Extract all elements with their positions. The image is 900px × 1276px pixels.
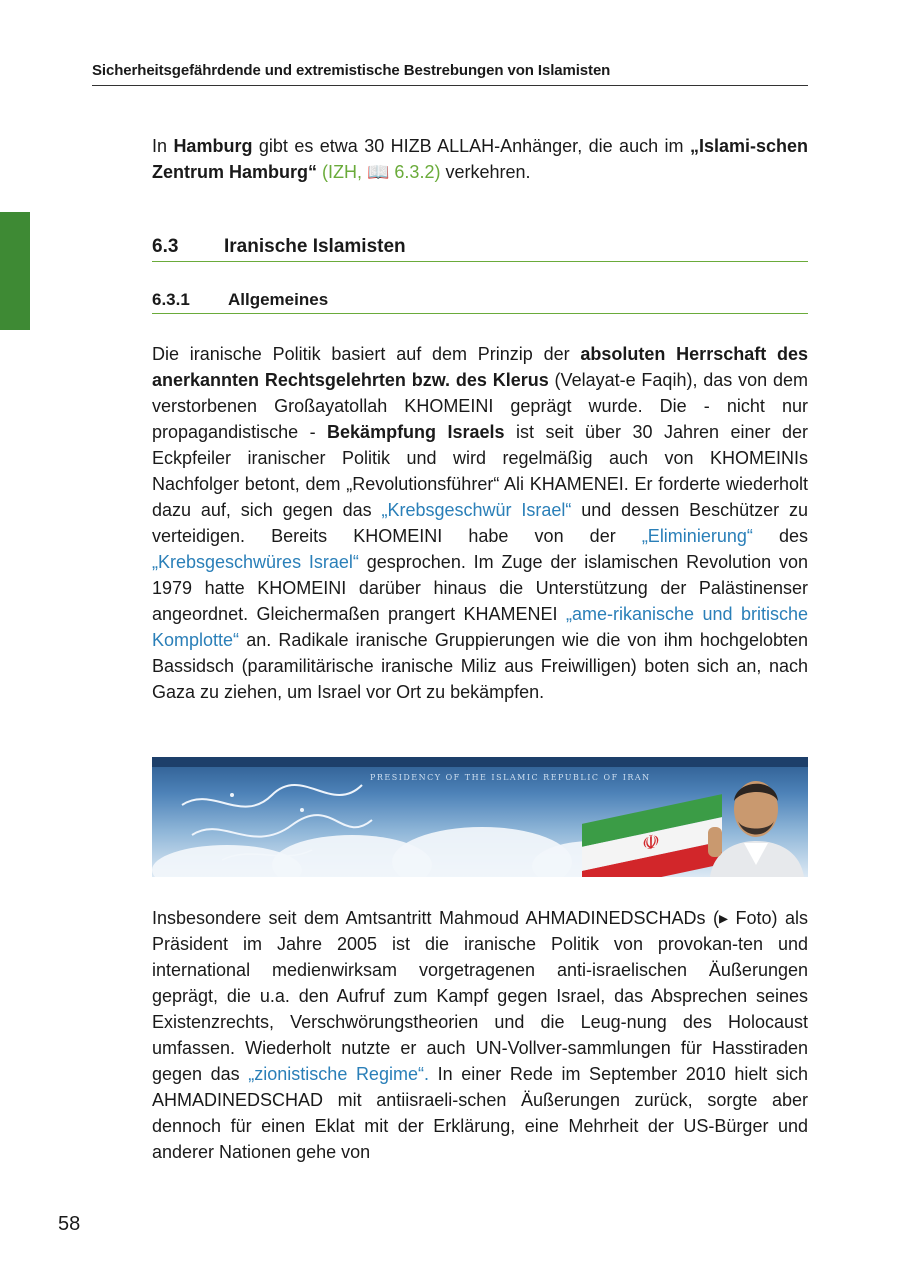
para1-text-7: an. Radikale iranische Gruppierungen wie die von ihm hochgelobten Bassidsch (paramilitärische iranische Miliz aus Freiwilligen) boten sich an, nach Gaza zu ziehen, um Israel vor Ort zu bekämpfen.	[152, 630, 808, 702]
para1-text-3: ist seit über 30 Jahren einer der Eckpfeiler iranischer Politik und wird regelmäßig auch von KHOMEINIs Nachfolger betont, dem „Revolutionsführer“ Ali KHAMENEI. Er forderte wiederholt dazu auf, sich gegen das	[152, 422, 808, 520]
president-portrait-icon	[700, 765, 808, 877]
para1-text-2: (Velayat-e Faqih), das von dem verstorbenen Großayatollah KHOMEINI geprägt wurde. Die - nicht nur propagandistische -	[152, 370, 808, 442]
para1-text-1: Die iranische Politik basiert auf dem Prinzip der	[152, 344, 581, 364]
para2-text-1: Insbesondere seit dem Amtsantritt Mahmoud AHMADINEDSCHADs (	[152, 908, 719, 928]
body-paragraph-1	[152, 341, 808, 705]
para1-text-5: des	[752, 526, 808, 546]
para1-quote-3: „Krebsgeschwüres Israel“	[152, 552, 359, 572]
intro-bold-izh: „Islami-schen Zentrum Hamburg“	[152, 136, 808, 182]
chapter-tab-marker	[0, 212, 30, 330]
para1-quote-2: „Eliminierung“	[641, 526, 753, 546]
intro-bold-hamburg: Hamburg	[173, 136, 253, 156]
intro-paragraph	[152, 133, 808, 185]
cross-reference-link[interactable]: (IZH, 📖 6.3.2)	[317, 162, 441, 182]
para2-text-3: In einer Rede im September 2010 hielt sich AHMADINEDSCHAD mit antiisraeli-schen Äußerungen zurück, sorgte aber dennoch für einen Eklat mit der Erklärung, eine Mehrheit der US-Bürger und anderer Nationen gehe von	[152, 1064, 809, 1162]
presidency-banner-image	[152, 757, 808, 877]
intro-text-3: verkehren.	[440, 162, 531, 182]
intro-text-2: gibt es etwa 30 HIZB ALLAH-Anhänger, die auch im	[252, 136, 690, 156]
intro-text-1: In	[152, 136, 174, 156]
section-title: Iranische Islamisten	[224, 236, 406, 257]
subsection-number: 6.3.1	[152, 290, 190, 309]
photo-reference: ▸ Foto	[719, 908, 772, 928]
para1-quote-1: „Krebsgeschwür Israel“	[381, 500, 572, 520]
para1-bold-1: absoluten Herrschaft des anerkannten Rechtsgelehrten bzw. des Klerus	[152, 344, 809, 390]
para1-text-4: und dessen Beschützer zu verteidigen. Bereits KHOMEINI habe von der	[152, 500, 808, 546]
section-heading	[152, 236, 808, 262]
para1-quote-4: „ame-rikanische und britische Komplotte“	[152, 604, 808, 650]
running-header: Sicherheitsgefährdende und extremistische Bestrebungen von Islamisten	[92, 62, 808, 86]
para1-bold-2: Bekämpfung Israels	[327, 422, 505, 442]
para2-text-2: ) als Präsident im Jahre 2005 ist die iranische Politik von provokan-ten und international medienwirksam vorgetragenen anti-israelischen Äußerungen geprägt, die u.a. den Aufruf zum Kampf gegen Israel, das Absprechen seines Existenzrechts, Verschwörungstheorien und die Leug-nung des Holocaust umfassen. Wiederholt nutzte er auch UN-Vollver-sammlungen für Hasstiraden gegen das	[152, 908, 809, 1084]
subsection-title: Allgemeines	[228, 290, 329, 309]
subsection-heading	[152, 290, 808, 314]
section-number: 6.3	[152, 236, 179, 257]
page-number: 58	[58, 1213, 81, 1235]
flag-emblem: ☫	[642, 828, 660, 857]
para2-quote-1: „zionistische Regime“.	[248, 1064, 429, 1084]
banner-tagline: PRESIDENCY OF THE ISLAMIC REPUBLIC OF IRAN	[370, 773, 651, 782]
body-paragraph-2	[152, 905, 808, 1165]
para1-text-6: gesprochen. Im Zuge der islamischen Revolution von 1979 hatte KHOMEINI darüber hinaus die Unterstützung der Palästinenser angeordnet. Gleichermaßen prangert KHAMENEI	[152, 552, 808, 624]
